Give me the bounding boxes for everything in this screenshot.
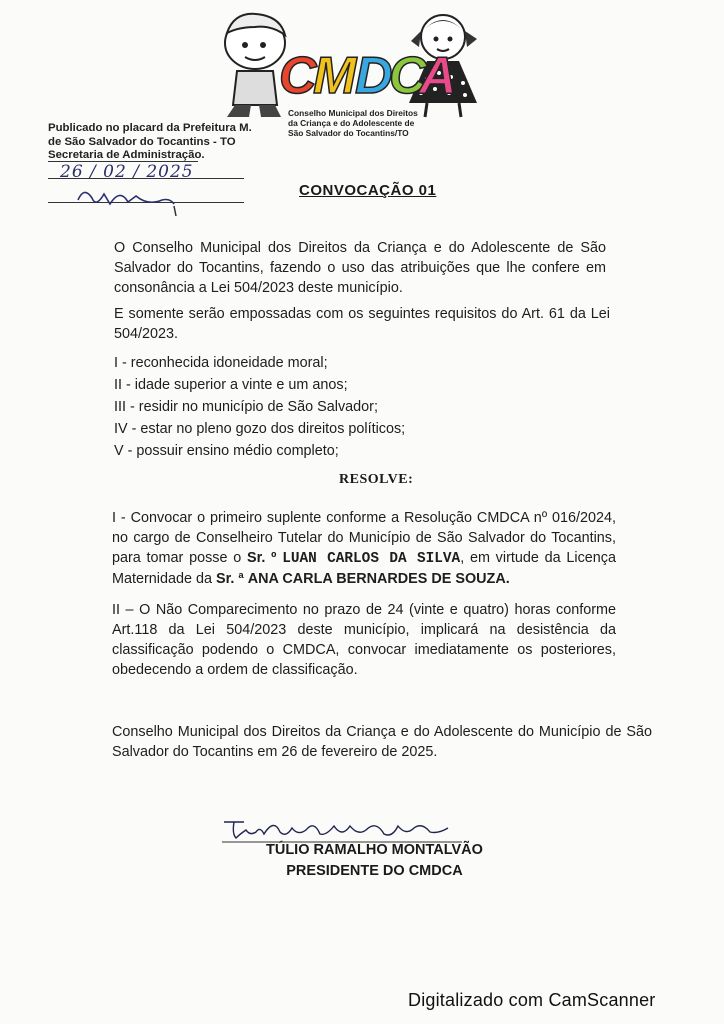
handwritten-date: 26 / 02 / 2025	[60, 162, 194, 182]
stamp-signature-scribble	[70, 180, 180, 220]
svg-text:M: M	[313, 47, 357, 105]
svg-text:D: D	[355, 47, 393, 105]
svg-text:A: A	[419, 47, 457, 105]
resolution-2: II – O Não Comparecimento no prazo de 24 (vinte e quatro) horas conforme Art.118 da Lei 504/2023 deste município, implicará na desistência da classificação podendo o CMDCA, convocar imediatamente os posteriores, obedecendo a ordem de classificação.	[112, 602, 616, 678]
signature-block	[266, 840, 483, 882]
svg-text:C: C	[389, 47, 427, 105]
appointee-name: LUAN CARLOS DA SILVA	[282, 551, 461, 567]
list-item: IV - estar no pleno gozo dos direitos políticos;	[114, 421, 406, 437]
requirements-list	[114, 352, 534, 462]
list-item: II - idade superior a vinte e um anos;	[114, 377, 348, 393]
logo-caption: Conselho Municipal dos Direitos da Criança e do Adolescente de São Salvador do Tocantins/TO	[288, 108, 418, 138]
resolve-heading: RESOLVE:	[339, 472, 414, 487]
signatory-name: TÚLIO RAMALHO MONTALVÃO	[266, 842, 483, 858]
list-item: III - residir no município de São Salvador;	[114, 399, 378, 415]
resolution-1: I - Convocar o primeiro suplente conforme a Resolução CMDCA nº 016/2024, no cargo de Conselheiro Tutelar do Município de São Salvador do Tocantins, para tomar posse o Sr. º LUAN CARLOS DA SILVA, em virtude da Licença Maternidade da Sr. ª ANA CARLA BERNARDES DE SOUZA.	[112, 510, 616, 587]
intro-paragraph: O Conselho Municipal dos Direitos da Criança e do Adolescente de São Salvador do Tocantins, fazendo o uso das atribuições que lhe confere em consonância a Lei 504/2023 deste município.	[114, 240, 606, 296]
list-item: I - reconhecida idoneidade moral;	[114, 355, 328, 371]
signatory-role: PRESIDENTE DO CMDCA	[286, 863, 463, 879]
page-title: CONVOCAÇÃO 01	[299, 182, 437, 199]
publication-stamp: Publicado no placard da Prefeitura M. de São Salvador do Tocantins - TO Secretaria de Administração.	[48, 122, 252, 161]
closing-paragraph: Conselho Municipal dos Direitos da Criança e do Adolescente do Município de São Salvador do Tocantins em 26 de fevereiro de 2025.	[112, 724, 652, 760]
requirements-intro: E somente serão empossadas com os seguintes requisitos do Art. 61 da Lei 504/2023.	[114, 306, 610, 342]
svg-text:C: C	[279, 47, 317, 105]
child-boy-icon	[225, 14, 285, 117]
licensee-name: ANA CARLA BERNARDES DE SOUZA.	[247, 571, 510, 587]
scanner-watermark: Digitalizado com CamScanner	[408, 990, 656, 1010]
list-item: V - possuir ensino médio completo;	[114, 443, 339, 459]
